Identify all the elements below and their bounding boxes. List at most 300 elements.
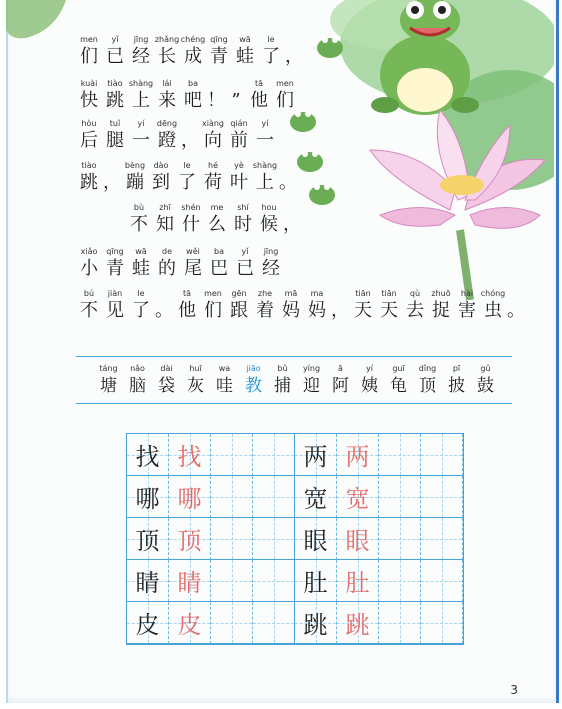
page-number: 3 (510, 683, 518, 697)
pinyin: chóng (480, 289, 506, 298)
pinyin: hé (208, 161, 218, 170)
pinyin: tā (182, 289, 192, 298)
hanzi: 天 (354, 300, 372, 321)
new-word-hanzi: 鼓 (477, 376, 494, 396)
pinyin: men (276, 79, 294, 88)
hanzi: 们 (80, 46, 98, 67)
grid-cell (127, 560, 169, 602)
pinyin: tuǐ (109, 119, 121, 128)
ruby-char (252, 160, 278, 194)
pinyin: ma (310, 289, 324, 298)
pinyin: tiào (81, 161, 97, 170)
ruby-char (258, 246, 284, 280)
ruby-char (126, 202, 152, 236)
pinyin: qīng (106, 247, 124, 256)
ruby-char (278, 288, 304, 322)
hanzi: 。 (507, 300, 525, 321)
hanzi: ， (103, 172, 121, 193)
new-word (152, 363, 181, 397)
story-line (76, 288, 526, 322)
new-word-pinyin: dǐng (418, 364, 437, 373)
ruby-char (226, 78, 246, 112)
new-word (442, 363, 471, 397)
story-line (126, 202, 302, 236)
ruby-char (304, 288, 330, 322)
new-word-pinyin: guī (392, 364, 405, 373)
pinyin: le (137, 289, 145, 298)
new-word-pinyin: yíng (302, 364, 321, 373)
pinyin: qù (409, 289, 421, 298)
new-word (181, 363, 210, 397)
story-line (76, 160, 298, 194)
new-word (94, 363, 123, 397)
model-character: 找 (135, 443, 160, 471)
hanzi: 后 (80, 130, 98, 151)
pinyin: mā (284, 289, 298, 298)
hanzi: 长 (158, 46, 176, 67)
grid-cell (169, 518, 211, 560)
grid-cell (379, 518, 421, 560)
new-word-hanzi: 脑 (129, 376, 146, 396)
hanzi: ， (285, 46, 303, 67)
new-word-pinyin: táng (99, 364, 118, 373)
hanzi: 。 (155, 300, 173, 321)
hanzi: 已 (236, 258, 254, 279)
ruby-char (206, 246, 232, 280)
ruby-char (226, 118, 252, 152)
grid-cell (295, 560, 337, 602)
trace-character: 找 (177, 443, 202, 471)
new-word-hanzi: 龟 (390, 376, 407, 396)
pinyin: wā (135, 247, 147, 256)
new-word-pinyin: ā (338, 364, 343, 373)
hanzi: 小 (80, 258, 98, 279)
model-character: 宽 (303, 485, 328, 513)
grid-cell (169, 602, 211, 644)
ruby-char (272, 78, 298, 112)
model-character: 肚 (303, 569, 328, 597)
pinyin: dào (153, 161, 169, 170)
trace-character: 睛 (177, 569, 202, 597)
hanzi: 天 (380, 300, 398, 321)
hanzi: 成 (184, 46, 202, 67)
hanzi: 向 (204, 130, 222, 151)
ruby-char (330, 288, 350, 322)
new-word-pinyin: gǔ (480, 364, 491, 373)
grid-cell (295, 476, 337, 518)
hanzi: 知 (156, 214, 174, 235)
hanzi: 青 (106, 258, 124, 279)
ruby-char (278, 160, 298, 194)
hanzi: 吧 (184, 90, 202, 111)
grid-cell (253, 476, 295, 518)
new-word-pinyin: huī (189, 364, 202, 373)
grid-cell (379, 476, 421, 518)
hanzi: 蛙 (132, 258, 150, 279)
grid-cell (379, 560, 421, 602)
ruby-char (128, 118, 154, 152)
new-word-pinyin: wa (218, 364, 231, 373)
grid-cell (253, 560, 295, 602)
story-line (76, 78, 298, 112)
hanzi: 不 (130, 214, 148, 235)
model-character: 跳 (303, 611, 328, 639)
grid-cell (127, 476, 169, 518)
pinyin: yǐ (111, 35, 119, 44)
new-word-hanzi: 迎 (303, 376, 320, 396)
new-word-pinyin: nǎo (130, 364, 145, 373)
ruby-char (226, 160, 252, 194)
hanzi: ， (181, 130, 199, 151)
ruby-char (76, 246, 102, 280)
new-word (326, 363, 355, 397)
new-word (355, 363, 384, 397)
hanzi: 蛙 (236, 46, 254, 67)
hanzi: 蹦 (126, 172, 144, 193)
frog-lotus-illustration (270, 0, 554, 300)
hanzi: 了 (178, 172, 196, 193)
pinyin: men (204, 289, 222, 298)
grid-cell (127, 434, 169, 476)
pinyin: tiān (381, 289, 397, 298)
hanzi: 了 (262, 46, 280, 67)
new-word-pinyin: bǔ (277, 364, 288, 373)
hanzi: 快 (80, 90, 98, 111)
model-character: 两 (303, 443, 328, 471)
grid-cell (211, 602, 253, 644)
ruby-char (152, 202, 178, 236)
trace-character: 哪 (177, 485, 202, 513)
hanzi: 跟 (230, 300, 248, 321)
pinyin: wā (239, 35, 251, 44)
new-word-pinyin: yí (366, 364, 373, 373)
ruby-char (76, 118, 102, 152)
hanzi: 的 (158, 258, 176, 279)
new-word (268, 363, 297, 397)
grid-cell (337, 602, 379, 644)
pinyin: le (183, 161, 191, 170)
grid-cell (337, 518, 379, 560)
grid-cell (379, 602, 421, 644)
grid-cell (211, 560, 253, 602)
grid-cell (379, 434, 421, 476)
ruby-char (154, 246, 180, 280)
pinyin: bù (133, 203, 145, 212)
ruby-char (480, 288, 506, 322)
hanzi: 见 (106, 300, 124, 321)
pinyin: zhī (159, 203, 171, 212)
grid-cell (337, 434, 379, 476)
hanzi: 一 (256, 130, 274, 151)
pinyin: yǐ (241, 247, 249, 256)
ruby-char (376, 288, 402, 322)
hanzi: 么 (208, 214, 226, 235)
hanzi: 害 (458, 300, 476, 321)
grid-cell (169, 560, 211, 602)
pinyin: shí (237, 203, 249, 212)
hanzi: 时 (234, 214, 252, 235)
pinyin: yí (261, 119, 269, 128)
new-word-hanzi: 捕 (274, 376, 291, 396)
hanzi: ！ (207, 90, 225, 111)
pinyin: shàng (252, 161, 278, 170)
hanzi: 们 (204, 300, 222, 321)
pinyin: qián (230, 119, 248, 128)
new-word (384, 363, 413, 397)
grid-cell (253, 518, 295, 560)
new-word-hanzi: 袋 (158, 376, 175, 396)
ruby-char (180, 34, 206, 68)
new-word (471, 363, 500, 397)
grid-cell (421, 434, 463, 476)
grid-cell (295, 434, 337, 476)
new-word-hanzi: 灰 (187, 376, 204, 396)
pinyin: bú (83, 289, 95, 298)
grid-cell (127, 518, 169, 560)
pinyin: zhuō (431, 289, 451, 298)
ruby-char (226, 288, 252, 322)
pinyin: le (267, 35, 275, 44)
ruby-char (102, 246, 128, 280)
pinyin: bèng (124, 161, 146, 170)
grid-cell (337, 560, 379, 602)
ruby-char (154, 288, 174, 322)
hanzi: 了 (132, 300, 150, 321)
hanzi: 叶 (230, 172, 248, 193)
ruby-char (102, 118, 128, 152)
pinyin: me (210, 203, 224, 212)
hanzi: 候 (260, 214, 278, 235)
pinyin: shén (181, 203, 201, 212)
ruby-char (122, 160, 148, 194)
pinyin: de (162, 247, 172, 256)
pinyin: qīng (210, 35, 228, 44)
hanzi: 经 (132, 46, 150, 67)
leaf-decoration (6, 0, 66, 40)
writing-practice-grid (126, 433, 464, 645)
new-word-hanzi: 塘 (100, 376, 117, 396)
hanzi: 来 (158, 90, 176, 111)
hanzi: 一 (132, 130, 150, 151)
new-word-pinyin: jiāo (246, 364, 261, 373)
ruby-char (128, 34, 154, 68)
ruby-char (258, 34, 284, 68)
ruby-char (174, 288, 200, 322)
ruby-char (76, 288, 102, 322)
pinyin: zhe (257, 289, 273, 298)
new-word (297, 363, 326, 397)
hanzi: 虫 (484, 300, 502, 321)
trace-character: 顶 (177, 527, 202, 555)
ruby-char (230, 202, 256, 236)
ruby-char (76, 34, 102, 68)
ruby-char (282, 202, 302, 236)
trace-character: 眼 (345, 527, 370, 555)
hanzi: 去 (406, 300, 424, 321)
ruby-char (428, 288, 454, 322)
pinyin: yè (234, 161, 244, 170)
model-character: 眼 (303, 527, 328, 555)
ruby-char (206, 78, 226, 112)
trace-character: 皮 (177, 611, 202, 639)
model-character: 睛 (135, 569, 160, 597)
grid-cell (169, 476, 211, 518)
ruby-char (350, 288, 376, 322)
story-line (76, 34, 304, 68)
pinyin: tiào (107, 79, 123, 88)
pinyin: wěi (186, 247, 200, 256)
model-character: 皮 (135, 611, 160, 639)
trace-character: 肚 (345, 569, 370, 597)
hanzi: 已 (106, 46, 124, 67)
hanzi: 什 (182, 214, 200, 235)
grid-cell (253, 602, 295, 644)
grid-cell (127, 602, 169, 644)
pinyin: kuài (80, 79, 98, 88)
ruby-char (506, 288, 526, 322)
ruby-char (154, 34, 180, 68)
ruby-char (402, 288, 428, 322)
hanzi: 们 (276, 90, 294, 111)
new-word (239, 363, 268, 397)
ruby-char (128, 246, 154, 280)
ruby-char (232, 34, 258, 68)
hanzi: 他 (178, 300, 196, 321)
hanzi: 腿 (106, 130, 124, 151)
hanzi: 巴 (210, 258, 228, 279)
story-line (76, 246, 284, 280)
hanzi: ” (231, 90, 241, 111)
hanzi: ， (331, 300, 349, 321)
ruby-char (102, 34, 128, 68)
hanzi: 荷 (204, 172, 222, 193)
ruby-char (128, 78, 154, 112)
ruby-char (200, 118, 226, 152)
ruby-char (174, 160, 200, 194)
grid-cell (337, 476, 379, 518)
grid-cell (253, 434, 295, 476)
grid-cell (211, 476, 253, 518)
pinyin: lái (162, 79, 172, 88)
ruby-char (102, 288, 128, 322)
grid-cell (421, 560, 463, 602)
hanzi: 前 (230, 130, 248, 151)
ruby-char (200, 160, 226, 194)
pinyin: hài (460, 289, 474, 298)
ruby-char (178, 202, 204, 236)
new-word-hanzi: 顶 (419, 376, 436, 396)
pinyin: zhǎng (154, 35, 180, 44)
trace-character: 跳 (345, 611, 370, 639)
pinyin: gēn (231, 289, 247, 298)
ruby-char (102, 78, 128, 112)
trace-character: 两 (345, 443, 370, 471)
hanzi: 他 (250, 90, 268, 111)
grid-cell (421, 476, 463, 518)
hanzi: 着 (256, 300, 274, 321)
pinyin: shàng (128, 79, 154, 88)
pinyin: yí (137, 119, 145, 128)
ruby-char (148, 160, 174, 194)
ruby-char (180, 118, 200, 152)
hanzi: 经 (262, 258, 280, 279)
pinyin: ba (188, 79, 198, 88)
ruby-char (284, 34, 304, 68)
pinyin: xiàng (201, 119, 224, 128)
hanzi: 尾 (184, 258, 202, 279)
ruby-char (252, 118, 278, 152)
hanzi: 跳 (106, 90, 124, 111)
pinyin: jīng (263, 247, 279, 256)
new-word-hanzi: 姨 (361, 376, 378, 396)
ruby-char (180, 78, 206, 112)
story-line (76, 118, 278, 152)
grid-cell (211, 518, 253, 560)
new-word-hanzi: 阿 (332, 376, 349, 396)
ruby-char (204, 202, 230, 236)
hanzi: 上 (256, 172, 274, 193)
pinyin: dēng (156, 119, 178, 128)
hanzi: 。 (279, 172, 297, 193)
hanzi: 妈 (308, 300, 326, 321)
ruby-char (252, 288, 278, 322)
new-word-hanzi: 披 (448, 376, 465, 396)
grid-cell (421, 518, 463, 560)
new-word (123, 363, 152, 397)
new-word-pinyin: dài (160, 364, 173, 373)
grid-cell (211, 434, 253, 476)
ruby-char (256, 202, 282, 236)
ruby-char (154, 78, 180, 112)
hanzi: 捉 (432, 300, 450, 321)
hanzi: 不 (80, 300, 98, 321)
hanzi: 跳 (80, 172, 98, 193)
new-word-hanzi: 哇 (216, 376, 233, 396)
new-word-pinyin: pī (452, 364, 461, 373)
pinyin: ba (214, 247, 224, 256)
pinyin: hòu (81, 119, 97, 128)
model-character: 顶 (135, 527, 160, 555)
ruby-char (102, 160, 122, 194)
ruby-char (154, 118, 180, 152)
ruby-char (76, 78, 102, 112)
new-word (413, 363, 442, 397)
grid-cell (295, 602, 337, 644)
grid-cell (421, 602, 463, 644)
ruby-char (180, 246, 206, 280)
ruby-char (206, 34, 232, 68)
ruby-char (200, 288, 226, 322)
ruby-char (246, 78, 272, 112)
pinyin: hou (261, 203, 277, 212)
grid-cell (169, 434, 211, 476)
trace-character: 宽 (345, 485, 370, 513)
pinyin: men (80, 35, 98, 44)
new-words-row (76, 356, 512, 404)
hanzi: 青 (210, 46, 228, 67)
hanzi: ， (283, 214, 301, 235)
hanzi: 上 (132, 90, 150, 111)
pinyin: tā (254, 79, 264, 88)
pinyin: jīng (133, 35, 149, 44)
model-character: 哪 (135, 485, 160, 513)
new-word (210, 363, 239, 397)
hanzi: 蹬 (158, 130, 176, 151)
pinyin: jiàn (107, 289, 123, 298)
hanzi: 妈 (282, 300, 300, 321)
grid-cell (295, 518, 337, 560)
pinyin: xiǎo (80, 247, 98, 256)
